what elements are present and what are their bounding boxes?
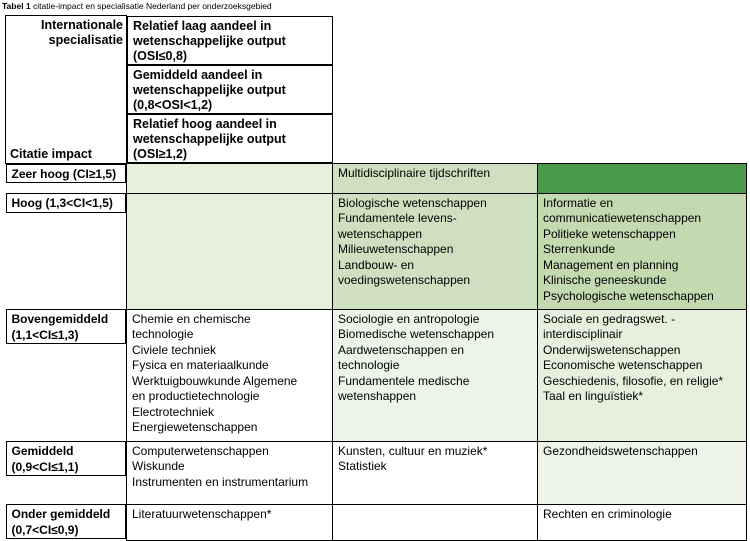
field-item: Biomedische wetenschappen bbox=[338, 327, 495, 341]
field-item: Electrotechniek bbox=[132, 404, 215, 419]
field-item: Energiewetenschappen bbox=[132, 420, 258, 434]
table-cell bbox=[333, 504, 538, 540]
row-label: Gemiddeld (0,9<CI≤1,1) bbox=[6, 441, 127, 476]
table-cell bbox=[127, 309, 333, 441]
table-row-zeer-hoog bbox=[6, 163, 747, 193]
field-item: Aardwetenschappen en technologie bbox=[338, 342, 465, 372]
table-row-hoog bbox=[6, 193, 747, 309]
table-cell bbox=[127, 504, 333, 540]
field-item: Politieke wetenschappen bbox=[543, 226, 676, 241]
field-item: Management en planning bbox=[543, 257, 679, 272]
table-cell bbox=[538, 504, 747, 540]
field-item: Instrumenten en instrumentarium bbox=[132, 474, 309, 489]
caption-label: Tabel 1 bbox=[2, 1, 31, 11]
table-cell bbox=[538, 309, 747, 441]
row-label: Zeer hoog (CI≥1,5) bbox=[6, 164, 127, 184]
field-item: Wiskunde bbox=[132, 459, 185, 473]
field-item: Fysica en materiaalkunde bbox=[132, 358, 269, 372]
field-item: Computerwetenschappen bbox=[132, 443, 269, 458]
table-cell bbox=[538, 193, 747, 309]
corner-cell bbox=[6, 16, 127, 164]
field-item: Milieuwetenschappen bbox=[338, 242, 454, 256]
field-item: Multidisciplinaire tijdschriften bbox=[338, 165, 491, 180]
field-item: Sociologie en antropologie bbox=[338, 311, 480, 326]
field-item: Landbouw- en voedingswetenschappen bbox=[338, 257, 471, 287]
field-item: Geschiedenis, filosofie, en religie* bbox=[543, 373, 724, 388]
table-cell bbox=[333, 441, 538, 504]
table-caption bbox=[2, 1, 272, 12]
field-item: Literatuurwetenschappen* bbox=[132, 506, 272, 521]
table-cell bbox=[127, 441, 333, 504]
table-cell bbox=[333, 193, 538, 309]
caption-text: citatie-impact en specialisatie Nederland per onderzoeksgebied bbox=[33, 1, 272, 11]
table-cell bbox=[333, 163, 538, 193]
field-item: Informatie en communicatiewetenschappen bbox=[543, 195, 702, 225]
field-item: Fundamentele levens- wetenschappen bbox=[338, 211, 457, 241]
table-cell bbox=[538, 441, 747, 504]
field-item: Civiele techniek bbox=[132, 342, 217, 357]
corner-bottom-label: Citatie impact bbox=[10, 146, 92, 161]
column-header-mid: Gemiddeld aandeel in wetenschappelijke output (0,8<OSI<1,2) bbox=[127, 65, 333, 114]
field-item: Statistiek bbox=[338, 459, 387, 473]
field-item: Klinische geneeskunde bbox=[543, 273, 667, 287]
field-item: Fundamentele medische wetenshappen bbox=[338, 373, 470, 403]
field-item: Sociale en gedragswet. - interdisciplinair bbox=[543, 311, 676, 341]
column-header-low: Relatief laag aandeel in wetenschappelijke output (OSI≤0,8) bbox=[127, 16, 333, 65]
table-cell bbox=[127, 163, 333, 193]
table-cell bbox=[333, 309, 538, 441]
field-item: Kunsten, cultuur en muziek* bbox=[338, 443, 488, 458]
field-item: Rechten en criminologie bbox=[543, 506, 672, 521]
citation-impact-table bbox=[5, 15, 747, 541]
field-item: Sterrenkunde bbox=[543, 242, 616, 256]
header-row bbox=[6, 16, 747, 164]
row-label: Hoog (1,3<CI<1,5) bbox=[6, 193, 127, 213]
table-row-gemiddeld bbox=[6, 441, 747, 504]
table-cell bbox=[127, 193, 333, 309]
field-item: Psychologische wetenschappen bbox=[543, 288, 714, 303]
field-item: Werktuigbouwkunde Algemene en productietechnologie bbox=[132, 373, 298, 403]
field-item: Gezondheidswetenschappen bbox=[543, 443, 698, 458]
row-label: Onder gemiddeld (0,7<CI≤0,9) bbox=[6, 504, 127, 539]
field-item: Biologische wetenschappen bbox=[338, 195, 487, 210]
field-item: Chemie en chemische technologie bbox=[132, 311, 251, 341]
table-row-bovengemiddeld bbox=[6, 309, 747, 441]
field-item: Taal en linguïstiek* bbox=[543, 389, 644, 403]
column-header-high: Relatief hoog aandeel in wetenschappelijke output (OSI≥1,2) bbox=[127, 114, 333, 163]
row-label: Bovengemiddeld (1,1<CI≤1,3) bbox=[6, 309, 127, 344]
field-item: Economische wetenschappen bbox=[543, 358, 703, 372]
corner-top-label: Internationale specialisatie bbox=[41, 18, 123, 47]
table-row-onder-gemiddeld bbox=[6, 504, 747, 540]
field-item: Onderwijswetenschappen bbox=[543, 342, 681, 357]
table-cell bbox=[538, 163, 747, 193]
